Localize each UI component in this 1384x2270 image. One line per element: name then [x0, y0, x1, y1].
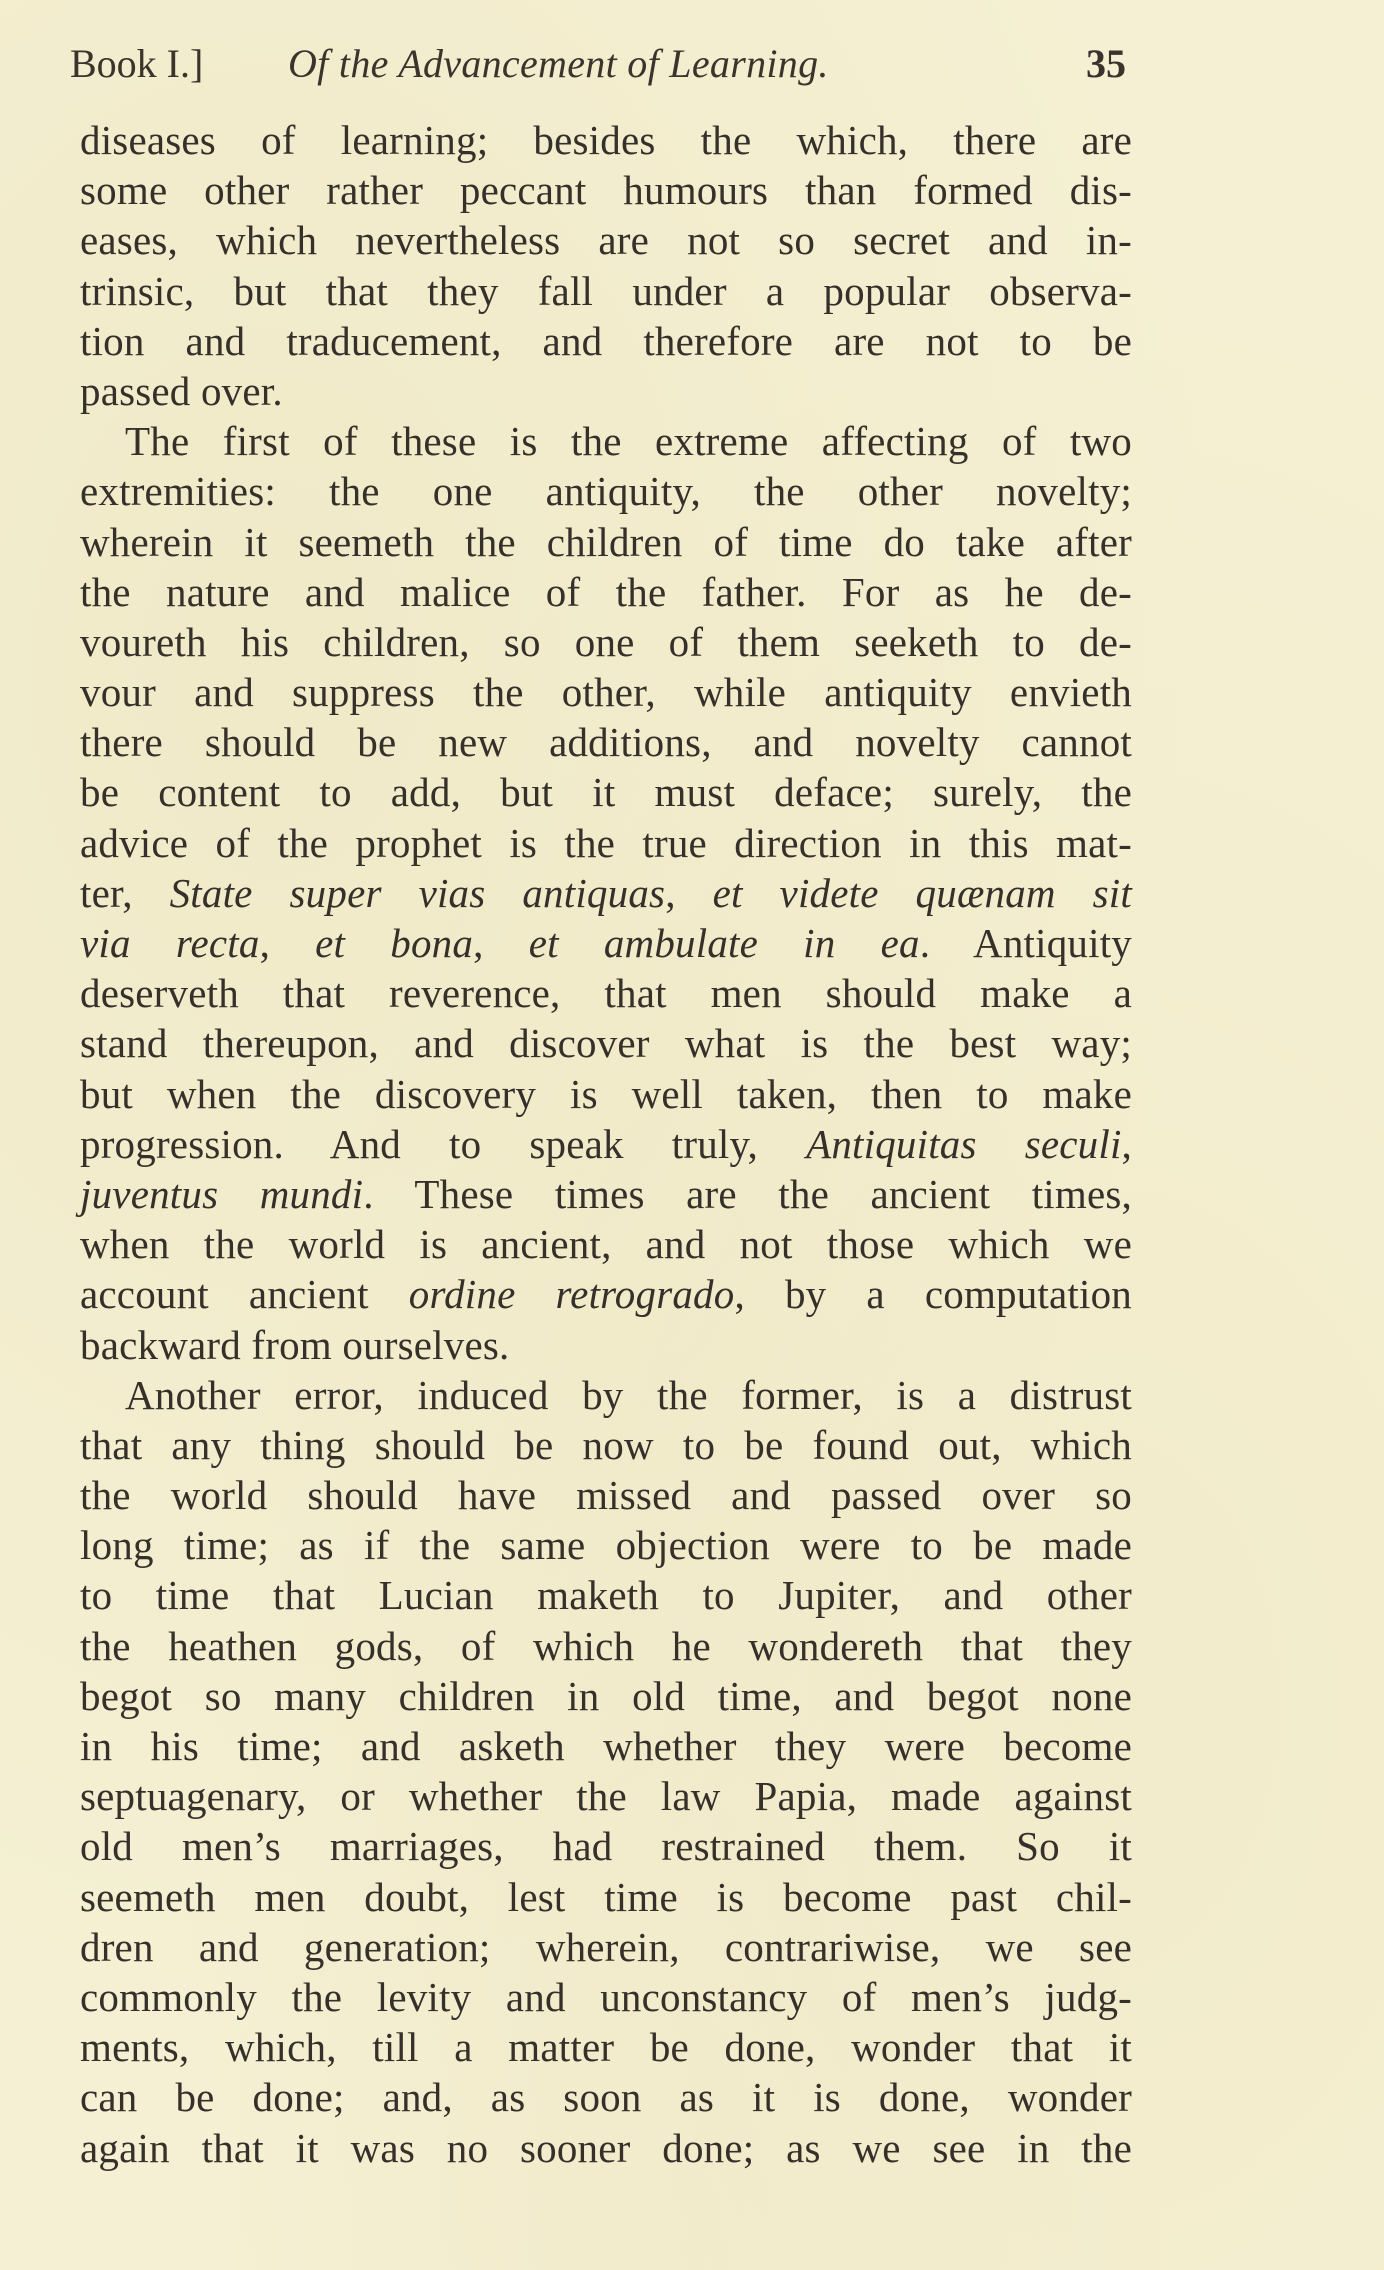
text-line: backward from ourselves. [80, 1321, 510, 1368]
text-line [80, 1119, 1132, 1169]
running-title: Of the Advancement of Learning. [288, 41, 829, 86]
book-label: Book I.] [70, 41, 204, 86]
italic-phrase: et bona [315, 920, 474, 966]
text-segment: . These times are the ancient times, [363, 1170, 1132, 1217]
italic-phrase: Antiquitas seculi [806, 1120, 1122, 1167]
italic-phrase: State super vias antiquas [169, 869, 666, 916]
text-line: some other rather peccant humours than formed dis- [80, 167, 1132, 214]
text-line: be content to add, but it must deface; surely, the [80, 769, 1132, 816]
text-line: when the world is ancient, and not those which we [80, 1221, 1132, 1268]
text-line: the heathen gods, of which he wondereth that they [80, 1622, 1132, 1669]
text-line [80, 868, 1132, 918]
text-line: trinsic, but that they fall under a popular observa- [80, 267, 1132, 314]
text-line [80, 1269, 1132, 1319]
text-line: vour and suppress the other, while antiquity envieth [80, 669, 1132, 716]
text-line: diseases of learning; besides the which, there are [80, 117, 1132, 163]
text-line [80, 918, 1132, 968]
text-line [80, 1169, 1132, 1219]
italic-phrase: via recta [80, 920, 260, 966]
text-line: in his time; and asketh whether they were become [80, 1723, 1132, 1769]
text-line: extremities: the one antiquity, the other novelty; [80, 468, 1132, 515]
text-line: wherein it seemeth the children of time do take after [80, 518, 1132, 565]
text-line: old men’s marriages, had restrained them. So it [80, 1823, 1132, 1870]
italic-phrase: et ambulate in ea [528, 920, 920, 966]
text-line: seemeth men doubt, lest time is become past chil- [80, 1873, 1132, 1920]
text-segment: progression. And to speak truly, [80, 1120, 807, 1167]
text-line: begot so many children in old time, and begot none [80, 1672, 1132, 1719]
page-number: 35 [1086, 41, 1126, 86]
text-line: again that it was no sooner done; as we see in the [80, 2124, 1132, 2171]
text-line: advice of the prophet is the true direction in this mat- [80, 819, 1132, 866]
body-text [80, 115, 1132, 2173]
text-line: commonly the levity and unconstancy of men’s judg- [80, 1973, 1132, 2020]
text-segment: ter, [80, 869, 170, 916]
text-line: can be done; and, as soon as it is done, wonder [80, 2074, 1132, 2121]
running-header [70, 34, 1126, 94]
text-line: dren and generation; wherein, contrariwise, we see [80, 1923, 1132, 1970]
text-segment: , [665, 869, 713, 916]
text-line: that any thing should be now to be found out, which [80, 1421, 1132, 1468]
text-line: stand thereupon, and discover what is the best way; [80, 1020, 1132, 1067]
text-segment: , by a computation [734, 1271, 1132, 1318]
text-segment: , [1121, 1120, 1132, 1167]
text-line: the world should have missed and passed over so [80, 1472, 1132, 1519]
text-line: The first of these is the extreme affecting of two [125, 418, 1132, 465]
text-line: eases, which nevertheless are not so secret and in- [80, 217, 1132, 264]
italic-phrase: juventus mundi [80, 1170, 364, 1217]
text-line: deserveth that reverence, that men should make a [80, 970, 1132, 1017]
text-segment: , [259, 920, 316, 966]
text-line: long time; as if the same objection were to be made [80, 1522, 1132, 1569]
text-line: Another error, induced by the former, is a distrust [125, 1371, 1132, 1418]
text-line: the nature and malice of the father. For as he de- [80, 568, 1132, 615]
text-line: but when the discovery is well taken, then to make [80, 1070, 1132, 1117]
text-line: voureth his children, so one of them seeketh to de- [80, 618, 1132, 665]
text-line: septuagenary, or whether the law Papia, made against [80, 1773, 1132, 1820]
text-line: to time that Lucian maketh to Jupiter, and other [80, 1572, 1132, 1619]
italic-phrase: ordine retrogrado [408, 1271, 735, 1318]
text-line: passed over. [80, 367, 283, 414]
text-segment: , [473, 920, 529, 966]
italic-phrase: et videte quænam sit [712, 869, 1132, 916]
text-line: there should be new additions, and novelty cannot [80, 719, 1132, 766]
text-segment: account ancient [80, 1271, 409, 1318]
text-segment: . Antiquity [919, 920, 1132, 966]
text-line: ments, which, till a matter be done, wonder that it [80, 2024, 1132, 2071]
text-line: tion and traducement, and therefore are not to be [80, 317, 1132, 364]
